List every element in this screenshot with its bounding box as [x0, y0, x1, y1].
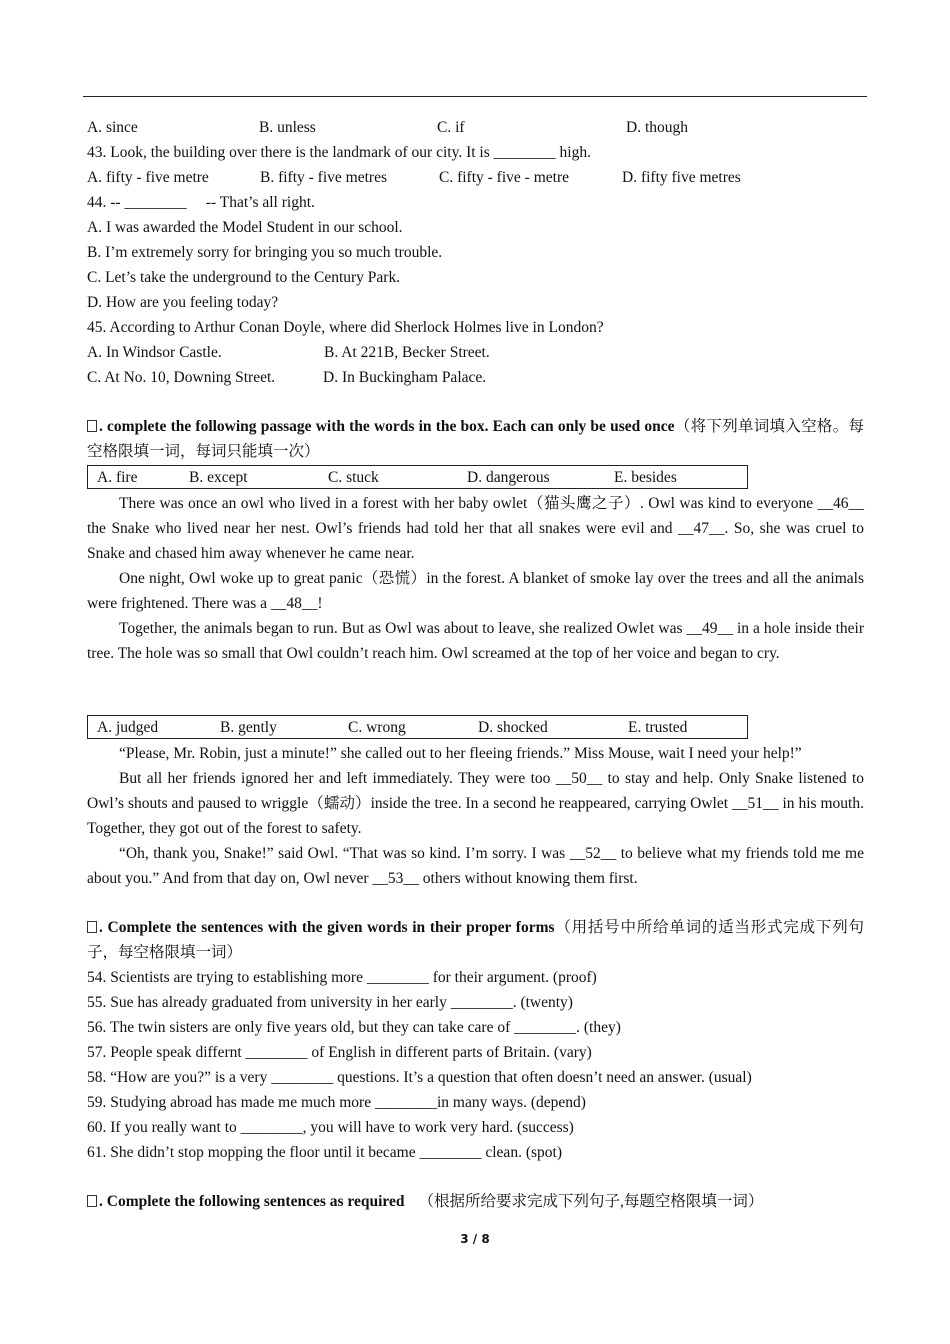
- page-number: 3 / 8: [460, 1232, 490, 1246]
- word-box-2-item: A. judged: [97, 719, 159, 736]
- forms-item: 58. “How are you?” is a very ________ questions. It’s a question that often doesn’t need an answer. (usual): [87, 1069, 752, 1086]
- word-box-1-item: D. dangerous: [467, 469, 550, 486]
- forms-heading-cn: （用括号中所给单词的适当形式完成下列句子，每空格限填一词）: [87, 919, 864, 961]
- q42-option-a: A. since: [87, 119, 138, 136]
- word-box-2-item: E. trusted: [628, 719, 688, 736]
- q43-option-d: D. fifty five metres: [622, 169, 741, 186]
- q44-option-c: C. Let’s take the underground to the Century Park.: [87, 269, 401, 286]
- forms-item: 57. People speak differnt ________ of English in different parts of Britain. (vary): [87, 1044, 592, 1061]
- q44-option-a: A. I was awarded the Model Student in our school.: [87, 219, 403, 236]
- passage-paragraph-1: There was once an owl who lived in a forest with her baby owlet（猫头鹰之子）. Owl was kind to everyone __46__ the Snake who lived near her nest. Owl’s friends had told her that all snakes were evil and __47__. So, she was cruel to Snake and chased him away whenever he came near.: [87, 495, 864, 562]
- word-box-1: [87, 465, 748, 489]
- passage-section-heading: [87, 414, 864, 464]
- passage-paragraph-2: One night, Owl woke up to great panic（恐慌）in the forest. A blanket of smoke lay over the trees and all the animals were frightened. There was a __48__!: [87, 570, 864, 612]
- missing-glyph-icon: [87, 921, 97, 933]
- q45-stem: 45. According to Arthur Conan Doyle, where did Sherlock Holmes live in London?: [87, 319, 604, 336]
- missing-glyph-icon: [87, 420, 97, 432]
- forms-section-heading: [87, 915, 864, 965]
- passage-paragraph-4: “Please, Mr. Robin, just a minute!” she called out to her fleeing friends.” Miss Mouse, wait I need your help!”: [119, 745, 802, 762]
- q43-option-b: B. fifty - five metres: [260, 169, 387, 186]
- forms-item: 61. She didn’t stop mopping the floor until it became ________ clean. (spot): [87, 1144, 562, 1161]
- passage-heading-cn: （将下列单词填入空格。每空格限填一词，每词只能填一次）: [87, 418, 864, 460]
- forms-item: 54. Scientists are trying to establishing more ________ for their argument. (proof): [87, 969, 597, 986]
- q44-stem: 44. -- ________ -- That’s all right.: [87, 194, 315, 211]
- q42-option-c: C. if: [437, 119, 465, 136]
- header-rule: [83, 96, 867, 97]
- q44-option-d: D. How are you feeling today?: [87, 294, 279, 311]
- required-heading-cn: （根据所给要求完成下列句子,每题空格限填一词）: [418, 1193, 764, 1210]
- q43-option-c: C. fifty - five - metre: [439, 169, 569, 186]
- q45-option-d: D. In Buckingham Palace.: [323, 369, 487, 386]
- word-box-1-item: C. stuck: [328, 469, 379, 486]
- q43-stem: 43. Look, the building over there is the landmark of our city. It is ________ high.: [87, 144, 591, 161]
- required-section-heading: [87, 1192, 763, 1212]
- passage-paragraph-5: But all her friends ignored her and left immediately. They were too __50__ to stay and help. Only Snake listened to Owl’s shouts and paused to wriggle（蠕动）inside the tree. In a second he reappeared, carrying Owlet __51__ in his mouth. Together, they got out of the forest to safety.: [87, 770, 864, 837]
- q45-option-c: C. At No. 10, Downing Street.: [87, 369, 276, 386]
- word-box-2-item: C. wrong: [348, 719, 406, 736]
- forms-item: 55. Sue has already graduated from university in her early ________. (twenty): [87, 994, 573, 1011]
- q44-option-b: B. I’m extremely sorry for bringing you so much trouble.: [87, 244, 443, 261]
- forms-heading-text: . Complete the sentences with the given words in their proper forms: [99, 919, 555, 936]
- word-box-2-item: D. shocked: [478, 719, 548, 736]
- word-box-1-item: A. fire: [97, 469, 138, 486]
- forms-item: 60. If you really want to ________, you will have to work very hard. (success): [87, 1119, 574, 1136]
- missing-glyph-icon: [87, 1195, 97, 1207]
- word-box-2-item: B. gently: [220, 719, 277, 736]
- passage-paragraph-3: Together, the animals began to run. But as Owl was about to leave, she realized Owlet was __49__ in a hole inside their tree. The hole was so small that Owl couldn’t reach him. Owl screamed at the top of her voice and began to cry.: [87, 620, 864, 662]
- q42-option-b: B. unless: [259, 119, 316, 136]
- passage-paragraph-6: “Oh, thank you, Snake!” said Owl. “That was so kind. I’m sorry. I was __52__ to believe what my friends told me me about you.” And from that day on, Owl never __53__ others without knowing them first.: [87, 845, 864, 887]
- word-box-2: [87, 715, 748, 739]
- forms-item: 56. The twin sisters are only five years old, but they can take care of ________. (they): [87, 1019, 621, 1036]
- word-box-1-item: B. except: [189, 469, 248, 486]
- required-heading-text: . Complete the following sentences as required: [99, 1193, 405, 1210]
- q43-option-a: A. fifty - five metre: [87, 169, 209, 186]
- q42-option-d: D. though: [626, 119, 688, 136]
- forms-item: 59. Studying abroad has made me much more ________in many ways. (depend): [87, 1094, 586, 1111]
- passage-heading-text: . complete the following passage with the words in the box. Each can only be used once: [99, 418, 675, 435]
- q45-option-a: A. In Windsor Castle.: [87, 344, 222, 361]
- word-box-1-item: E. besides: [614, 469, 677, 486]
- q45-option-b: B. At 221B, Becker Street.: [324, 344, 490, 361]
